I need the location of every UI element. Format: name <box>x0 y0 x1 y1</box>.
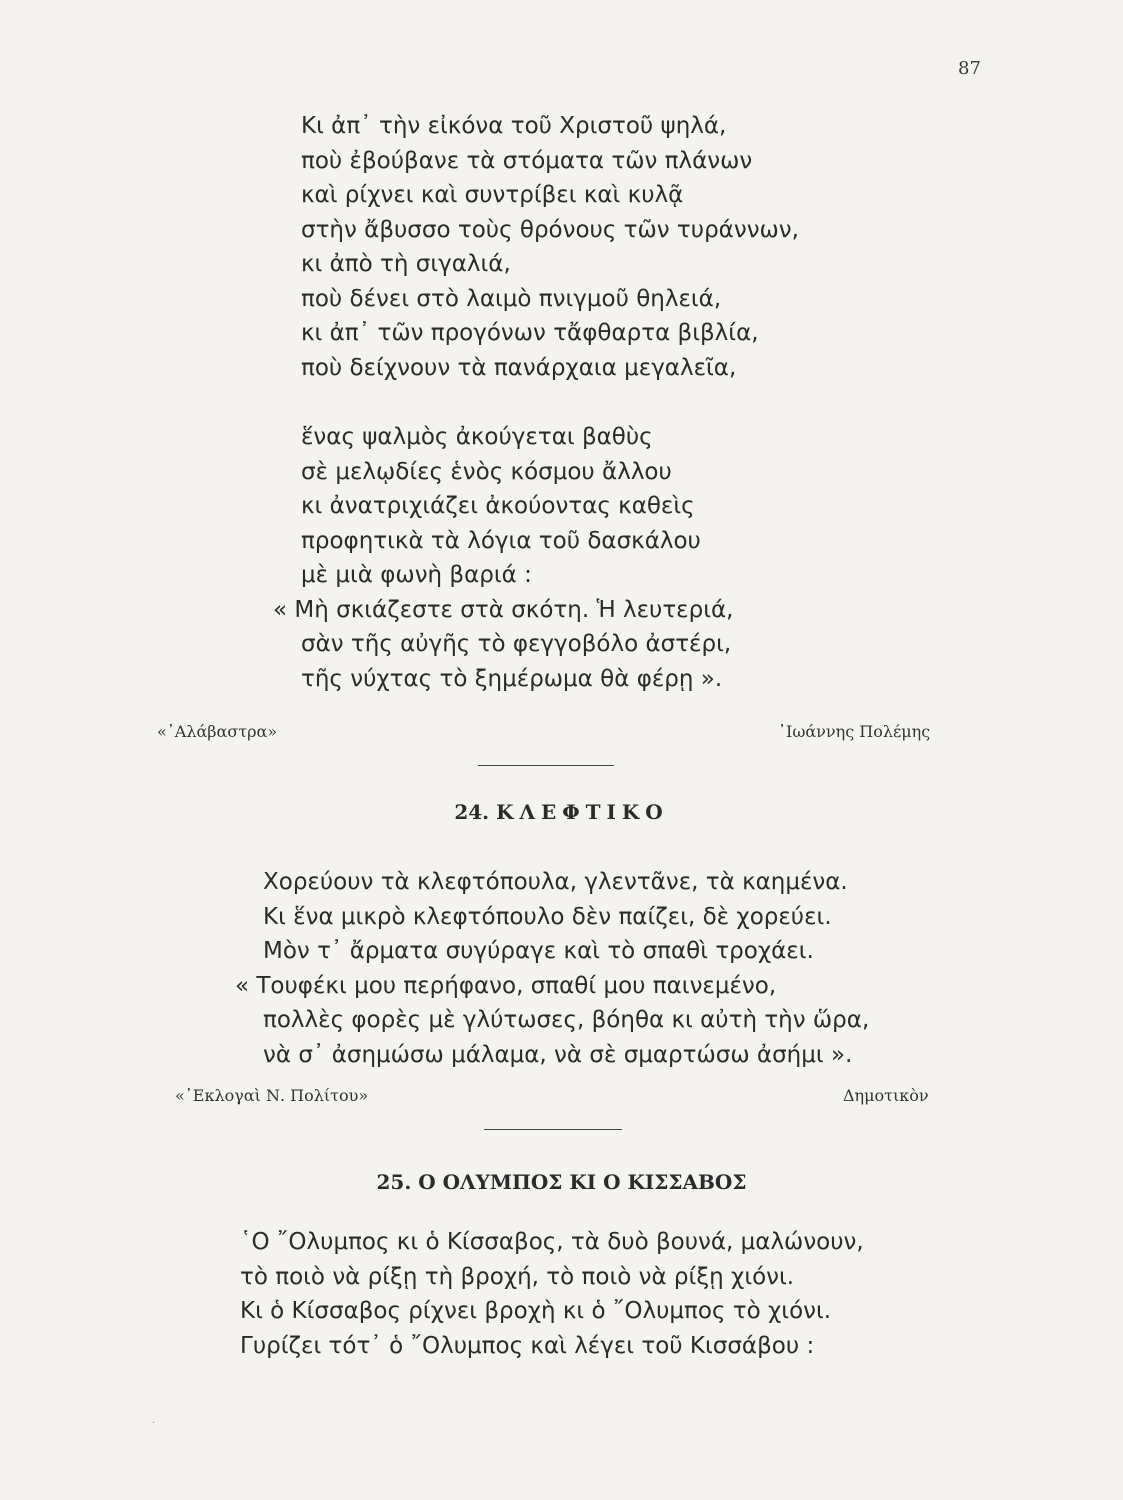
verse-line: προφητικὰ τὰ λόγια τοῦ δασκάλου <box>301 527 701 554</box>
verse-line: Κι ὁ Κίσσαβος ρίχνει βροχὴ κι ὁ ῎Ολυμπος τὸ χιόνι. <box>240 1298 832 1324</box>
verse-line: Γυρίζει τότ᾽ ὁ ῎Ολυμπος καὶ λέγει τοῦ Κισσάβου : <box>240 1332 815 1359</box>
poem-stanza-1 <box>301 109 799 385</box>
verse-line: κι ἀνατριχιάζει ἀκούοντας καθεὶς <box>301 493 695 519</box>
verse-line: ποὺ δένει στὸ λαιμὸ πνιγμοῦ θηλειά, <box>301 285 722 312</box>
section-25-poem <box>240 1225 864 1363</box>
verse-line: Κι ἕνα μικρὸ κλεφτόπουλο δὲν παίζει, δὲ χορεύει. <box>263 903 832 930</box>
verse-line: πολλὲς φορὲς μὲ γλύτωσες, βόηθα κι αὐτὴ τὴν ὥρα, <box>263 1007 870 1033</box>
verse-line: τὸ ποιὸ νὰ ρίξῃ τὴ βροχή, τὸ ποιὸ νὰ ρίξῃ χιόνι. <box>240 1263 795 1290</box>
verse-line: ῾Ο ῎Ολυμπος κι ὁ Κίσσαβος, τὰ δυὸ βουνά, μαλώνουν, <box>240 1229 864 1255</box>
section-number: 25. <box>376 1170 412 1194</box>
verse-line: « Τουφέκι μου περήφανο, σπαθί μου παινεμένο, <box>235 972 777 999</box>
verse-line: κι ἀπ᾽ τῶν προγόνων τἄφθαρτα βιβλία, <box>301 320 759 346</box>
verse-line: « Μὴ σκιάζεστε στὰ σκότη. Ἡ λευτεριά, <box>273 596 734 623</box>
section-title: Ο ΟΛΥΜΠΟΣ ΚΙ Ο ΚΙΣΣΑΒΟΣ <box>418 1170 747 1194</box>
section-24-poem <box>235 865 870 1072</box>
verse-line: Μὸν τ᾽ ἄρματα συγύραγε καὶ τὸ σπαθὶ τροχάει. <box>263 938 814 964</box>
verse-line: Χορεύουν τὰ κλεφτόπουλα, γλεντᾶνε, τὰ καημένα. <box>263 869 848 895</box>
verse-line: Κι ἀπ᾽ τὴν εἰκόνα τοῦ Χριστοῦ ψηλά, <box>301 113 727 139</box>
verse-line: τῆς νύχτας τὸ ξημέρωμα θὰ φέρῃ ». <box>301 665 723 692</box>
page-number: 87 <box>958 58 981 79</box>
verse-line: σὲ μελῳδίες ἑνὸς κόσμου ἄλλου <box>301 458 672 485</box>
verse-line: ἕνας ψαλμὸς ἀκούγεται βαθὺς <box>301 424 653 450</box>
section-25-heading <box>0 1170 1123 1194</box>
margin-mark: · <box>152 1418 156 1429</box>
verse-line: στὴν ἄβυσσο τοὺς θρόνους τῶν τυράννων, <box>301 216 799 243</box>
verse-line: κι ἀπὸ τὴ σιγαλιά, <box>301 251 511 277</box>
section-divider <box>478 765 614 766</box>
section-number: 24. <box>454 800 490 824</box>
poem-source: «᾽Αλάβαστρα» <box>157 722 278 741</box>
poem-author: ᾽Ιωάννης Πολέμης <box>778 722 931 741</box>
section-24-author: Δημοτικὸν <box>843 1086 929 1105</box>
section-divider <box>484 1129 622 1130</box>
verse-line: σὰν τῆς αὐγῆς τὸ φεγγοβόλο ἀστέρι, <box>301 631 732 657</box>
verse-line: ποὺ δείχνουν τὰ πανάρχαια μεγαλεῖα, <box>301 354 737 381</box>
section-24-source: «᾽Εκλογαὶ Ν. Πολίτου» <box>175 1086 369 1105</box>
verse-line: νὰ σ᾽ ἀσημώσω μάλαμα, νὰ σὲ σμαρτώσω ἀσήμι ». <box>263 1041 853 1068</box>
section-title: ΚΛΕΦΤΙΚΟ <box>496 800 669 824</box>
section-24-heading <box>0 800 1123 824</box>
verse-line: ποὺ ἐβούβανε τὰ στόματα τῶν πλάνων <box>301 147 753 174</box>
verse-line: καὶ ρίχνει καὶ συντρίβει καὶ κυλᾷ <box>301 182 684 208</box>
verse-line: μὲ μιὰ φωνὴ βαριά : <box>301 562 532 588</box>
poem-stanza-2 <box>273 420 734 696</box>
